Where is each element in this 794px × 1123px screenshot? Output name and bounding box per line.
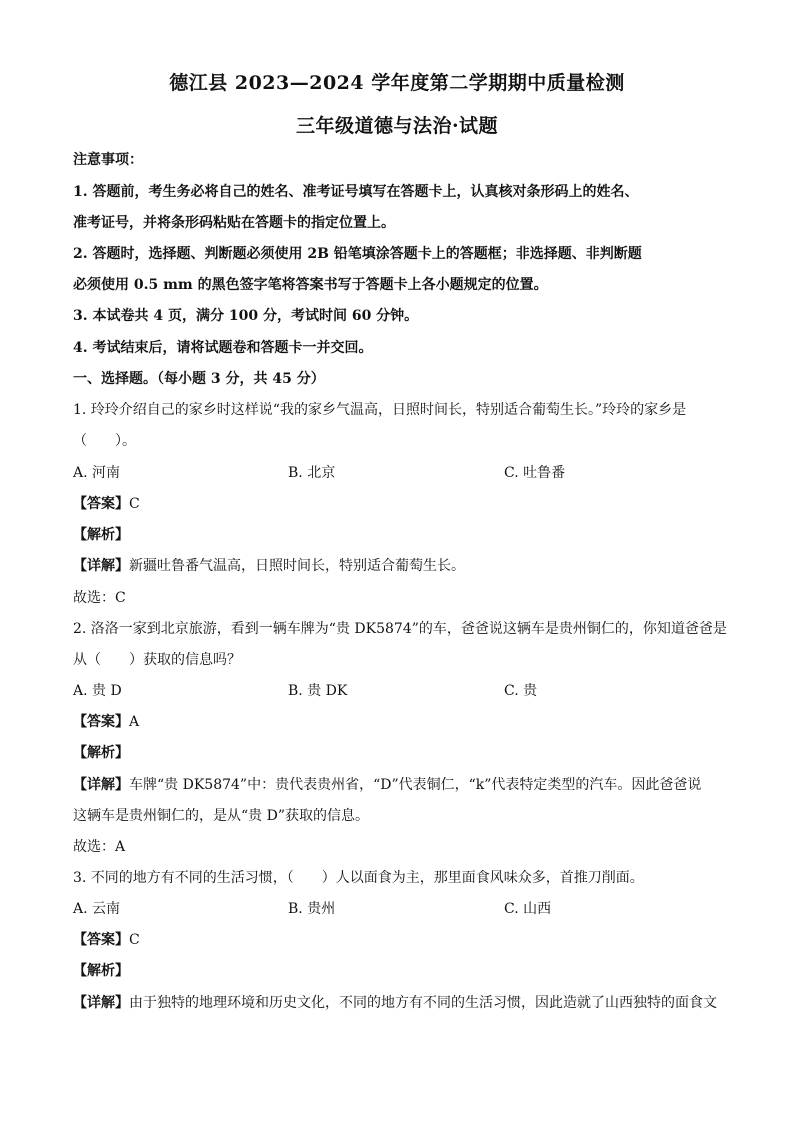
conclusion-line: 故选：C — [73, 590, 126, 606]
detail-text: 车牌“贵 DK5874”中：贵代表贵州省，“D”代表铜仁，“k”代表特定类型的汽车。因此爸爸说 — [129, 777, 702, 793]
answer-value: C — [129, 496, 140, 512]
notice-line: 准考证号，并将条形码粘贴在答题卡的指定位置上。 — [73, 215, 395, 231]
answer-value: A — [129, 714, 140, 730]
question-stem: （ ）。 — [73, 433, 136, 449]
analysis-label: 【解析】 — [73, 527, 129, 543]
option-a: A. 贵 D — [73, 683, 122, 699]
page-title: 德江县 2023—2024 学年度第二学期期中质量检测 — [169, 72, 625, 94]
detail-label: 【详解】 — [73, 558, 129, 574]
detail-text: 由于独特的地理环境和历史文化，不同的地方有不同的生活习惯，因此造就了山西独特的面食文 — [129, 995, 717, 1011]
notice-line: 2. 答题时，选择题、判断题必须使用 2B 铅笔填涂答题卡上的答题框；非选择题、非判断题 — [73, 246, 642, 262]
detail-label: 【详解】 — [73, 777, 129, 793]
answer-value: C — [129, 932, 140, 948]
analysis-label: 【解析】 — [73, 745, 129, 761]
notice-line: 必须使用 0.5 mm 的黑色签字笔将答案书写于答题卡上各小题规定的位置。 — [73, 277, 548, 293]
detail-line: 这辆车是贵州铜仁的，是从“贵 D”获取的信息。 — [73, 808, 369, 824]
notice-heading: 注意事项： — [73, 152, 143, 168]
option-c: C. 山西 — [504, 901, 552, 917]
question-stem: 1. 玲玲介绍自己的家乡时这样说“我的家乡气温高，日照时间长，特别适合葡萄生长。”玲玲的家乡是 — [73, 402, 687, 418]
conclusion-line: 故选：A — [73, 839, 126, 855]
answer-line — [73, 930, 733, 950]
analysis-line — [73, 961, 733, 981]
answer-line — [73, 494, 733, 514]
option-b: B. 贵 DK — [288, 683, 348, 699]
section-heading: 一、选择题。（每小题 3 分，共 45 分） — [73, 371, 325, 387]
detail-label: 【详解】 — [73, 995, 129, 1011]
option-a: A. 河南 — [73, 465, 121, 481]
question-stem: 从（ ）获取的信息吗？ — [73, 652, 241, 668]
detail-line — [73, 775, 733, 795]
page-subtitle: 三年级道德与法治·试题 — [295, 115, 499, 137]
answer-line — [73, 712, 733, 732]
option-c: C. 吐鲁番 — [504, 465, 566, 481]
option-a: A. 云南 — [73, 901, 121, 917]
detail-text: 新疆吐鲁番气温高，日照时间长，特别适合葡萄生长。 — [129, 558, 465, 574]
question-stem: 3. 不同的地方有不同的生活习惯，（ ）人以面食为主，那里面食风味众多，首推刀削面。 — [73, 870, 644, 886]
detail-line — [73, 993, 733, 1013]
question-stem: 2. 洛洛一家到北京旅游，看到一辆车牌为“贵 DK5874”的车，爸爸说这辆车是贵州铜仁的，你知道爸爸是 — [73, 621, 727, 637]
option-b: B. 北京 — [288, 465, 336, 481]
notice-line: 4. 考试结束后，请将试题卷和答题卡一并交回。 — [73, 340, 373, 356]
option-c: C. 贵 — [504, 683, 538, 699]
detail-line — [73, 556, 733, 576]
notice-line: 3. 本试卷共 4 页，满分 100 分，考试时间 60 分钟。 — [73, 308, 419, 324]
analysis-line — [73, 525, 733, 545]
answer-label: 【答案】 — [73, 714, 129, 730]
option-b: B. 贵州 — [288, 901, 336, 917]
answer-label: 【答案】 — [73, 932, 129, 948]
analysis-line — [73, 743, 733, 763]
analysis-label: 【解析】 — [73, 963, 129, 979]
notice-line: 1. 答题前，考生务必将自己的姓名、准考证号填写在答题卡上，认真核对条形码上的姓名、 — [73, 184, 639, 200]
answer-label: 【答案】 — [73, 496, 129, 512]
